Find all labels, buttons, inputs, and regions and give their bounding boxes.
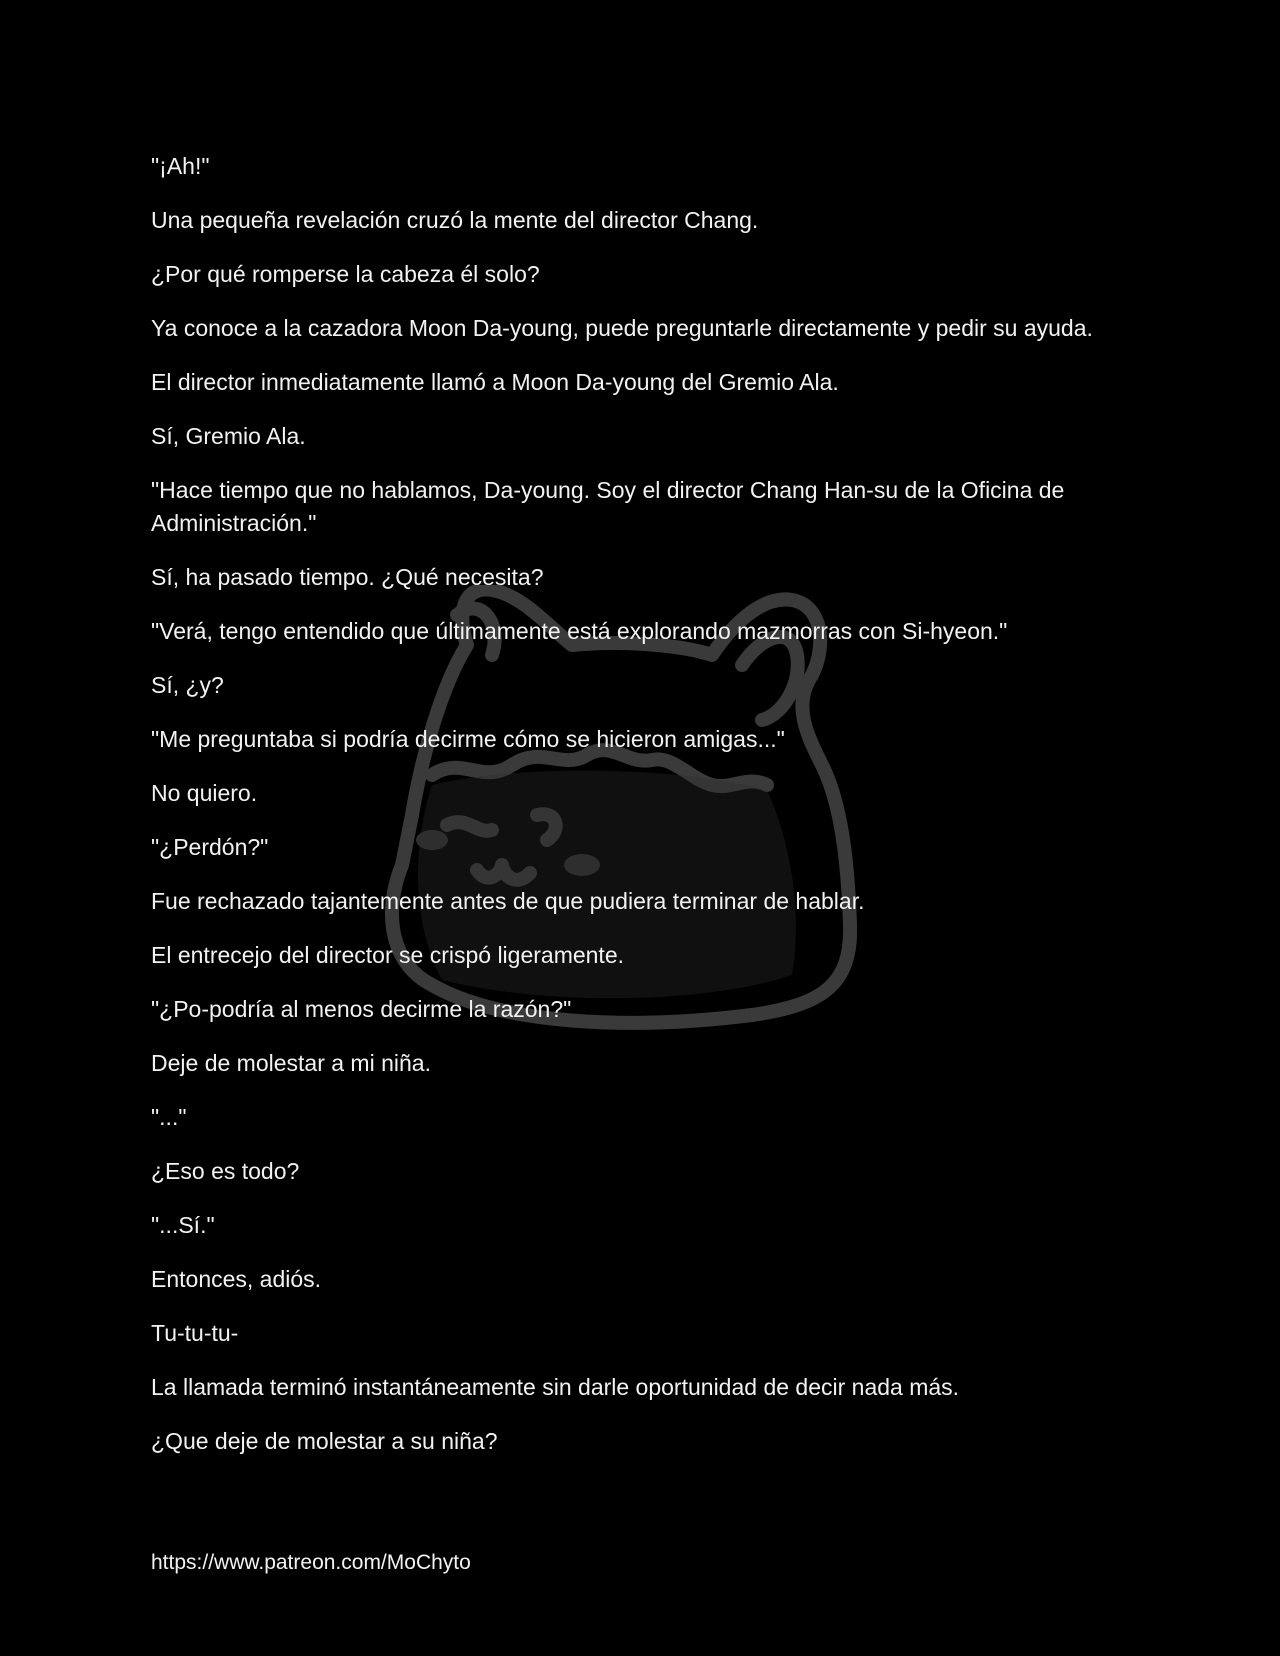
paragraph-call-ended: La llamada terminó instantáneamente sin darle oportunidad de decir nada más.	[151, 1374, 960, 1400]
paragraph-final-question: ¿Que deje de molestar a su niña?	[151, 1428, 498, 1454]
paragraph-ah: "¡Ah!"	[151, 153, 210, 179]
paragraph-exploring: "Verá, tengo entendido que últimamente está explorando mazmorras con Si-hyeon."	[151, 618, 1008, 644]
paragraph-and: Sí, ¿y?	[151, 672, 224, 698]
paragraph-knows-hunter: Ya conoce a la cazadora Moon Da-young, puede preguntarle directamente y pedir su ayuda.	[151, 315, 1093, 341]
paragraph-stop: Deje de molestar a mi niña.	[151, 1050, 431, 1076]
paragraph-reason: "¿Po-podría al menos decirme la razón?"	[151, 996, 572, 1022]
paragraph-friends: "Me preguntaba si podría decirme cómo se hicieron amigas..."	[151, 726, 785, 752]
paragraph-revelation: Una pequeña revelación cruzó la mente del director Chang.	[151, 207, 759, 233]
paragraph-that-all: ¿Eso es todo?	[151, 1158, 300, 1184]
paragraph-ellipsis: "..."	[151, 1104, 187, 1130]
story-text	[151, 150, 1131, 1479]
patreon-link[interactable]: https://www.patreon.com/MoChyto	[151, 1551, 471, 1574]
paragraph-guild: Sí, Gremio Ala.	[151, 423, 306, 449]
paragraph-refuse: No quiero.	[151, 780, 258, 806]
paragraph-pardon: "¿Perdón?"	[151, 834, 269, 860]
paragraph-greeting: "Hace tiempo que no hablamos, Da-young. Soy el director Chang Han-su de la Oficina de Administración."	[151, 477, 1065, 536]
paragraph-frown: El entrecejo del director se crispó ligeramente.	[151, 942, 625, 968]
paragraph-reply-need: Sí, ha pasado tiempo. ¿Qué necesita?	[151, 564, 544, 590]
paragraph-tone: Tu-tu-tu-	[151, 1320, 239, 1346]
paragraph-rejected: Fue rechazado tajantemente antes de que pudiera terminar de hablar.	[151, 888, 865, 914]
paragraph-yes: "...Sí."	[151, 1212, 215, 1238]
paragraph-goodbye: Entonces, adiós.	[151, 1266, 322, 1292]
paragraph-called: El director inmediatamente llamó a Moon Da-young del Gremio Ala.	[151, 369, 839, 395]
paragraph-question: ¿Por qué romperse la cabeza él solo?	[151, 261, 540, 287]
